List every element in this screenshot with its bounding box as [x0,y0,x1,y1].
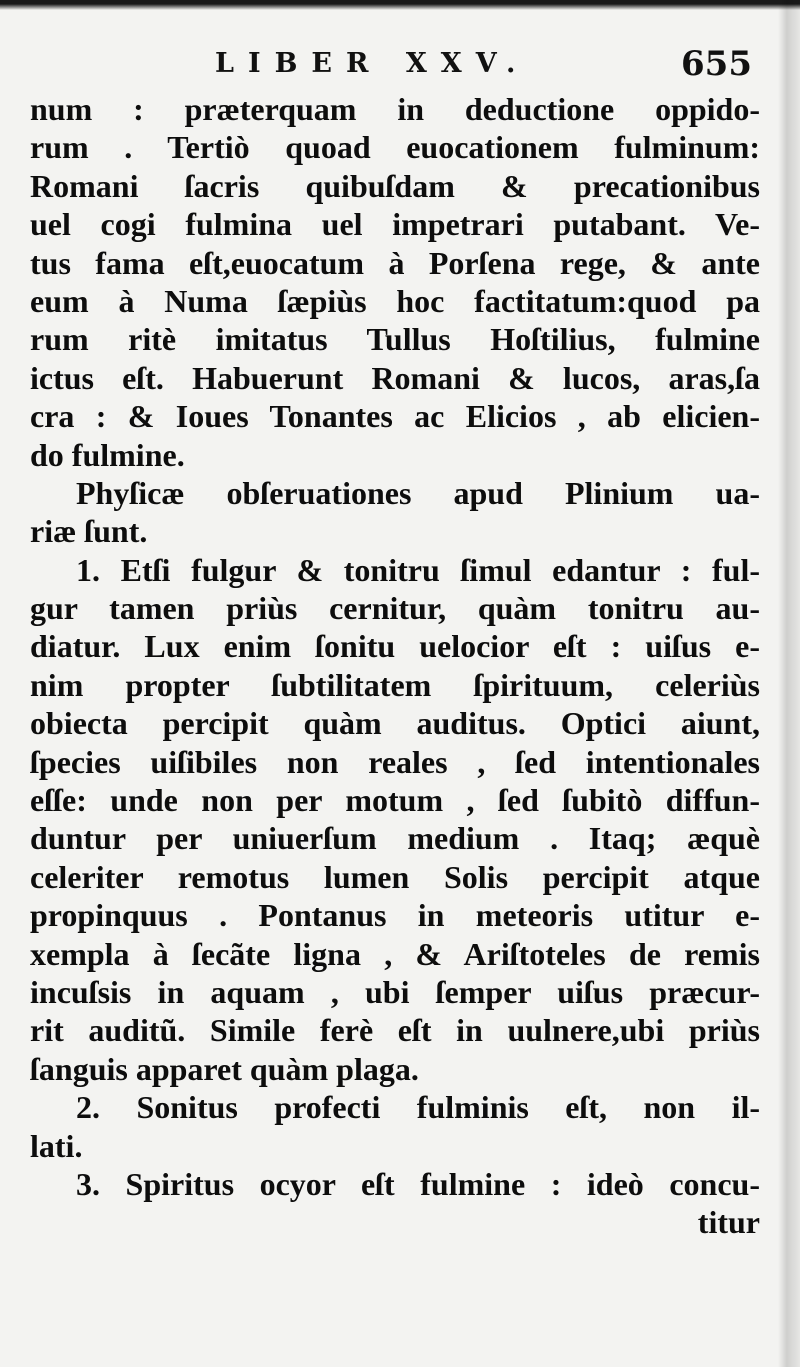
text-line: propinquus . Pontanus in meteoris utitur e- [30,897,760,934]
text-line: cra : & Ioues Tonantes ac Elicios , ab elicien- [30,398,760,435]
scan-top-edge [0,0,800,10]
text-line: eſſe: unde non per motum , ſed ſubitò diffun- [30,782,760,819]
text-line: ictus eſt. Habuerunt Romani & lucos, aras,ſa [30,359,760,396]
page-number: 655 [681,44,752,84]
scan-gutter-shadow [778,0,800,1367]
text-line: celeriter remotus lumen Solis percipit atque [30,858,760,895]
text-line: num : præterquam in deductione oppido- [30,91,760,127]
text-line: Phyſicæ obſeruationes apud Plinium ua- [76,474,760,511]
text-line: do fulmine. [30,436,185,473]
text-line: gur tamen priùs cernitur, quàm tonitru au- [30,590,760,627]
text-line: 3. Spiritus ocyor eſt fulmine : ideò concu- [76,1165,760,1202]
text-line: obiecta percipit quàm auditus. Optici aiunt, [30,705,760,742]
text-line: rit auditũ. Simile ferè eſt in uulnere,ubi priùs [30,1012,760,1049]
text-line: uel cogi fulmina uel impetrari putabant. Ve- [30,206,760,243]
text-line: nim propter ſubtilitatem ſpirituum, celeriùs [30,666,760,703]
running-head: LIBER XXV. [215,48,530,79]
text-line: tus fama eſt,euocatum à Porſena rege, & ante [30,244,760,281]
text-line: duntur per uniuerſum medium . Itaq; æquè [30,820,760,857]
text-line: diatur. Lux enim ſonitu uelocior eſt : uiſus e- [30,628,760,665]
text-line: 2. Sonitus profecti fulminis eſt, non il- [76,1089,760,1126]
catchword: titur [697,1204,760,1241]
text-line: Romani ſacris quibuſdam & precationibus [30,167,760,204]
text-line: incuſsis in aquam , ubi ſemper uiſus præcur- [30,973,760,1010]
text-line: xempla à ſecãte ligna , & Ariſtoteles de remis [30,935,760,972]
text-line: rum . Tertiò quoad euocationem fulminum: [30,129,760,166]
text-line: rum ritè imitatus Tullus Hoſtilius, fulmine [30,321,760,358]
text-line: ſpecies uiſibiles non reales , ſed intentionales [30,743,760,780]
text-line: lati. [30,1127,83,1164]
page-body-text [30,90,760,1242]
text-line: eum à Numa ſæpiùs hoc factitatum:quod pa [30,282,760,319]
text-line: ſanguis apparet quàm plaga. [30,1050,419,1087]
text-line: riæ ſunt. [30,513,148,550]
text-line: 1. Etſi fulgur & tonitru ſimul edantur : ful- [76,551,760,588]
